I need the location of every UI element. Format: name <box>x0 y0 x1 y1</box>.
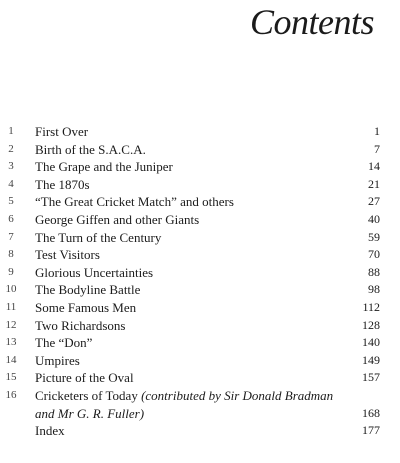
toc-entry-2[interactable] <box>0 141 400 159</box>
chapter-number: 9 <box>8 265 14 278</box>
chapter-number: 16 <box>5 388 17 401</box>
chapter-number: 3 <box>8 160 14 173</box>
toc-entry-11[interactable] <box>0 299 400 317</box>
toc-entry-15[interactable] <box>0 369 400 387</box>
toc-entry-5[interactable] <box>0 193 400 211</box>
toc-entry-12[interactable] <box>0 317 400 335</box>
chapter-title: Test Visitors <box>35 247 100 263</box>
chapter-number: 12 <box>5 318 17 331</box>
page-number: 88 <box>368 264 380 279</box>
chapter-number: 13 <box>5 336 17 349</box>
page-number: 70 <box>368 247 380 262</box>
chapter-title: Glorious Uncertainties <box>35 264 154 280</box>
page-number: 149 <box>362 352 380 367</box>
page-number: 177 <box>362 423 380 438</box>
toc-entry-6[interactable] <box>0 211 400 229</box>
toc-entry-4[interactable] <box>0 176 400 194</box>
toc-entry-14[interactable] <box>0 352 400 370</box>
chapter-number: 7 <box>8 230 14 243</box>
chapter-number: 11 <box>5 300 17 313</box>
chapter-number: 14 <box>5 353 17 366</box>
chapter-number: 2 <box>8 142 14 155</box>
page-number: 21 <box>368 176 380 191</box>
chapter-title: Birth of the S.A.C.A. <box>35 141 146 157</box>
page-number: 98 <box>368 282 380 297</box>
chapter-title: The “Don” <box>35 335 93 351</box>
toc-entry-8[interactable] <box>0 246 400 264</box>
page-number: 14 <box>368 159 380 174</box>
page-number: 112 <box>362 299 380 314</box>
chapter-title: Picture of the Oval <box>35 370 134 386</box>
table-of-contents <box>0 123 400 440</box>
chapter-title: Two Richardsons <box>35 317 126 333</box>
toc-entry-16[interactable] <box>0 387 400 422</box>
chapter-title: “The Great Cricket Match” and others <box>35 194 234 210</box>
page-number: 27 <box>368 194 380 209</box>
page-number: 1 <box>374 124 380 138</box>
chapter-number: 1 <box>8 125 14 137</box>
chapter-title: The Turn of the Century <box>35 229 162 245</box>
page-number: 59 <box>368 229 380 244</box>
chapter-subtitle-line2: and Mr G. R. Fuller) <box>35 405 145 421</box>
page-number: 40 <box>368 211 380 226</box>
index-title: Index <box>35 423 65 439</box>
toc-entry-10[interactable] <box>0 281 400 299</box>
chapter-title: Umpires <box>35 352 80 368</box>
chapter-title-main: Cricketers of Today <box>35 387 138 403</box>
toc-entry-7[interactable] <box>0 229 400 247</box>
chapter-title: Some Famous Men <box>35 299 137 315</box>
page-number: 140 <box>362 335 380 350</box>
page-number: 157 <box>362 370 380 385</box>
chapter-title: The Grape and the Juniper <box>35 159 173 175</box>
toc-entry-9[interactable] <box>0 264 400 282</box>
chapter-title: The 1870s <box>35 176 90 192</box>
chapter-number: 4 <box>8 177 14 190</box>
chapter-number: 8 <box>8 248 14 261</box>
chapter-title: George Giffen and other Giants <box>35 211 200 227</box>
page-number: 128 <box>362 317 380 332</box>
page-title: Contents <box>249 2 374 42</box>
toc-entry-index[interactable] <box>0 422 400 440</box>
chapter-title <box>35 387 355 422</box>
chapter-title: First Over <box>35 124 89 139</box>
toc-entry-1[interactable] <box>0 123 400 141</box>
toc-entry-3[interactable] <box>0 158 400 176</box>
chapter-title: The Bodyline Battle <box>35 282 141 298</box>
page-number: 7 <box>374 141 380 156</box>
chapter-number: 10 <box>5 283 17 296</box>
chapter-subtitle-line1: (contributed by Sir Donald Bradman <box>141 387 334 403</box>
toc-entry-13[interactable] <box>0 334 400 352</box>
page-number: 168 <box>362 405 380 420</box>
chapter-number: 6 <box>8 212 14 225</box>
chapter-number: 15 <box>5 371 17 384</box>
chapter-number: 5 <box>8 195 14 208</box>
